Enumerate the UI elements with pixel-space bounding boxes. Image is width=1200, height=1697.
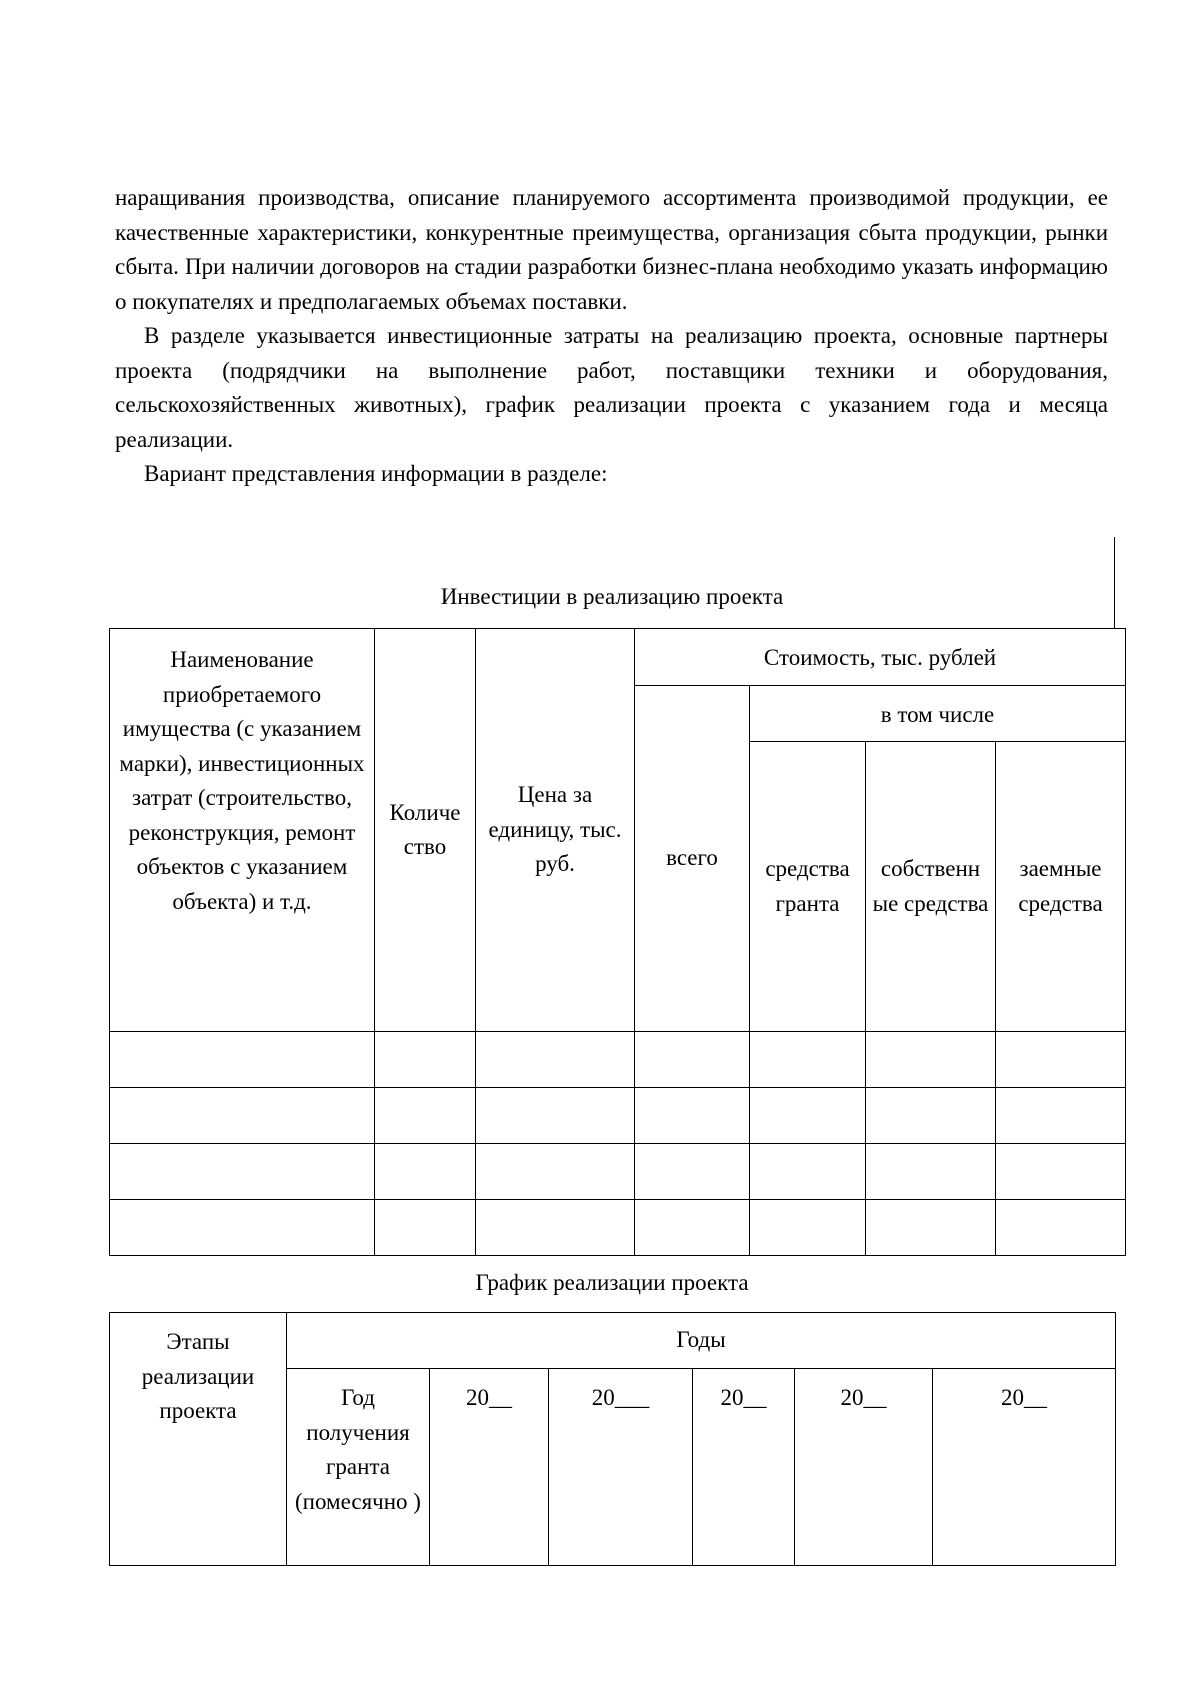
table-row (110, 1144, 1126, 1200)
table-cell (635, 1200, 750, 1256)
header-including: в том числе (750, 686, 1126, 742)
header-stages: Этапы реализации проекта (110, 1313, 287, 1566)
table-cell (476, 1032, 635, 1088)
table-cell (635, 1032, 750, 1088)
header-grant-funds: средства гранта (750, 742, 866, 1032)
body-text (115, 181, 1108, 492)
table-cell (476, 1088, 635, 1144)
year-cell: 20___ (549, 1369, 693, 1566)
year-cell: 20__ (933, 1369, 1116, 1566)
table-cell (996, 1088, 1126, 1144)
table-row (110, 1088, 1126, 1144)
header-unit-price: Цена за единицу, тыс. руб. (476, 629, 635, 1032)
table-cell (996, 1032, 1126, 1088)
table-cell (375, 1032, 476, 1088)
schedule-table (109, 1312, 1116, 1566)
table-cell (635, 1144, 750, 1200)
table-cell (110, 1144, 375, 1200)
table-cell (866, 1088, 996, 1144)
table-cell (375, 1088, 476, 1144)
header-total: всего (635, 686, 750, 1032)
header-loan-funds: заемные средства (996, 742, 1126, 1032)
table-cell (110, 1032, 375, 1088)
table-cell (996, 1144, 1126, 1200)
table-cell (866, 1032, 996, 1088)
table-cell (110, 1200, 375, 1256)
table-cell (375, 1144, 476, 1200)
paragraph-variant-intro: Вариант представления информации в разделе: (144, 461, 608, 486)
investment-table (109, 628, 1126, 1256)
paragraph-continuation: наращивания производства, описание планируемого ассортимента производимой продукции, ее качественные характеристики, конкурентные преимущества, организация сбыта продукции, рынки сбыта. При наличии договоров на стадии разработки бизнес-плана необходимо указать информацию о покупателях и предполагаемых объемах поставки. (115, 185, 1108, 314)
table-row (110, 1200, 1126, 1256)
table-row (110, 1032, 1126, 1088)
table-cell (866, 1144, 996, 1200)
table-cell (110, 1088, 375, 1144)
year-cell: 20__ (693, 1369, 795, 1566)
table-cell (866, 1200, 996, 1256)
header-own-funds: собственн ые средства (866, 742, 996, 1032)
table-cell (996, 1200, 1126, 1256)
header-item-name: Наименование приобретаемого имущества (с указанием марки), инвестиционных затрат (строительство, реконструкция, ремонт объектов с указанием объекта) и т.д. (110, 629, 375, 1032)
schedule-table-caption: График реализации проекта (475, 1270, 749, 1295)
table-cell (750, 1032, 866, 1088)
table-cell (375, 1200, 476, 1256)
investment-table-caption: Инвестиции в реализацию проекта (440, 584, 784, 609)
header-quantity: Количе ство (375, 629, 476, 1032)
paragraph-investment-description: В разделе указывается инвестиционные затраты на реализацию проекта, основные партнеры проекта (подрядчики на выполнение работ, поставщики техники и оборудования, сельскохозяйственных животных), график реализации проекта с указанием года и месяца реализации. (115, 323, 1108, 452)
year-cell: 20__ (795, 1369, 933, 1566)
table-cell (476, 1200, 635, 1256)
table-cell (750, 1144, 866, 1200)
table-cell (635, 1088, 750, 1144)
header-cost: Стоимость, тыс. рублей (635, 629, 1126, 686)
table-cell (476, 1144, 635, 1200)
header-years: Годы (287, 1313, 1116, 1369)
year-cell: 20__ (430, 1369, 549, 1566)
table-cell (750, 1200, 866, 1256)
header-grant-year: Год получения гранта (помесячно ) (287, 1369, 430, 1566)
table-cell (750, 1088, 866, 1144)
